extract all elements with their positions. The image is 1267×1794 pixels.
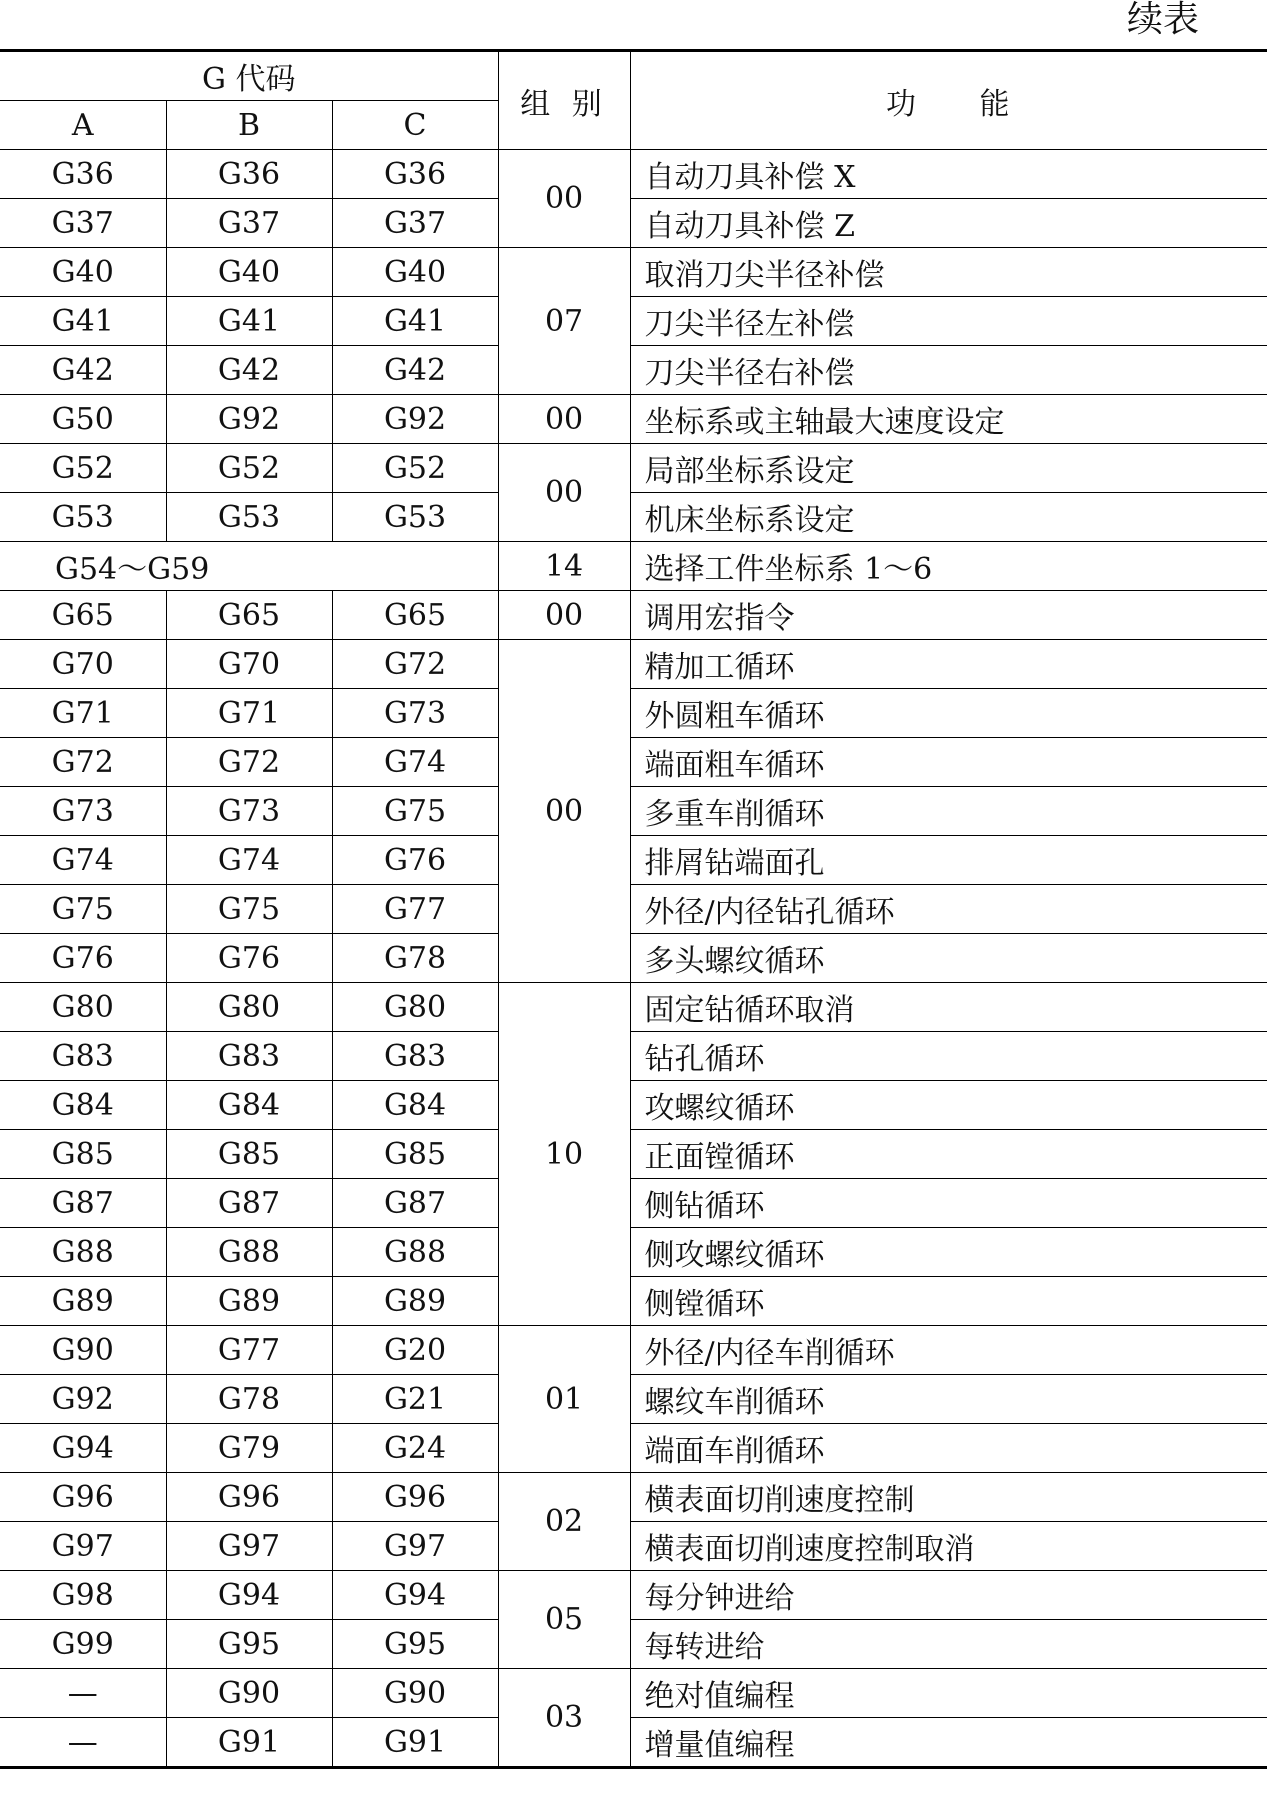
table-row bbox=[0, 640, 1267, 689]
gcode-b-cell: G72 bbox=[166, 738, 332, 787]
function-cell: 坐标系或主轴最大速度设定 bbox=[630, 395, 1267, 444]
col-a-header: A bbox=[0, 101, 166, 150]
gcode-c-cell: G65 bbox=[332, 591, 498, 640]
gcode-b-cell: G90 bbox=[166, 1669, 332, 1718]
gcode-a-cell: G88 bbox=[0, 1228, 166, 1277]
gcode-b-cell: G83 bbox=[166, 1032, 332, 1081]
function-cell: 钻孔循环 bbox=[630, 1032, 1267, 1081]
gcode-b-cell: G75 bbox=[166, 885, 332, 934]
gcode-c-cell: G83 bbox=[332, 1032, 498, 1081]
gcode-c-cell: G80 bbox=[332, 983, 498, 1032]
table-row bbox=[0, 983, 1267, 1032]
gcode-b-cell: G53 bbox=[166, 493, 332, 542]
function-cell: 排屑钻端面孔 bbox=[630, 836, 1267, 885]
gcode-c-cell: G88 bbox=[332, 1228, 498, 1277]
gcode-b-cell: G73 bbox=[166, 787, 332, 836]
gcode-a-cell: G94 bbox=[0, 1424, 166, 1473]
function-cell: 绝对值编程 bbox=[630, 1669, 1267, 1718]
group-cell: 05 bbox=[498, 1571, 630, 1669]
gcode-b-cell: G91 bbox=[166, 1718, 332, 1768]
gcode-c-cell: G91 bbox=[332, 1718, 498, 1768]
function-cell: 侧攻螺纹循环 bbox=[630, 1228, 1267, 1277]
gcode-b-cell: G70 bbox=[166, 640, 332, 689]
table-row bbox=[0, 1669, 1267, 1718]
table-row bbox=[0, 836, 1267, 885]
group-cell: 00 bbox=[498, 640, 630, 983]
gcode-a-cell: G74 bbox=[0, 836, 166, 885]
gcode-c-cell: G96 bbox=[332, 1473, 498, 1522]
table-row bbox=[0, 1424, 1267, 1473]
gcode-b-cell: G97 bbox=[166, 1522, 332, 1571]
table-row bbox=[0, 297, 1267, 346]
gcode-b-cell: G65 bbox=[166, 591, 332, 640]
gcode-c-cell: G40 bbox=[332, 248, 498, 297]
table-row bbox=[0, 1130, 1267, 1179]
function-cell: 选择工件坐标系 1～6 bbox=[630, 542, 1267, 591]
gcode-b-cell: G71 bbox=[166, 689, 332, 738]
gcode-c-cell: G95 bbox=[332, 1620, 498, 1669]
group-cell: 00 bbox=[498, 150, 630, 248]
table-row bbox=[0, 346, 1267, 395]
gcode-c-cell: G78 bbox=[332, 934, 498, 983]
table-row bbox=[0, 444, 1267, 493]
gcode-a-cell: G65 bbox=[0, 591, 166, 640]
group-header: 组 别 bbox=[498, 51, 630, 150]
gcode-a-cell: G37 bbox=[0, 199, 166, 248]
gcode-range-cell: G54～G59 bbox=[0, 542, 498, 591]
function-cell: 每转进给 bbox=[630, 1620, 1267, 1669]
function-cell: 自动刀具补偿 Z bbox=[630, 199, 1267, 248]
function-cell: 端面粗车循环 bbox=[630, 738, 1267, 787]
table-row bbox=[0, 1718, 1267, 1768]
gcode-a-cell: — bbox=[0, 1718, 166, 1768]
gcode-a-cell: G84 bbox=[0, 1081, 166, 1130]
gcode-a-cell: G40 bbox=[0, 248, 166, 297]
gcode-a-cell: G92 bbox=[0, 1375, 166, 1424]
gcode-a-cell: G75 bbox=[0, 885, 166, 934]
table-row bbox=[0, 1228, 1267, 1277]
gcode-a-cell: G72 bbox=[0, 738, 166, 787]
table-row bbox=[0, 395, 1267, 444]
group-cell: 00 bbox=[498, 444, 630, 542]
table-row bbox=[0, 1375, 1267, 1424]
function-cell: 机床坐标系设定 bbox=[630, 493, 1267, 542]
function-cell: 螺纹车削循环 bbox=[630, 1375, 1267, 1424]
gcode-a-cell: G85 bbox=[0, 1130, 166, 1179]
gcode-a-cell: G41 bbox=[0, 297, 166, 346]
gcode-c-cell: G72 bbox=[332, 640, 498, 689]
gcode-a-cell: G50 bbox=[0, 395, 166, 444]
gcode-b-cell: G94 bbox=[166, 1571, 332, 1620]
function-header: 功 能 bbox=[630, 51, 1267, 150]
gcode-b-cell: G76 bbox=[166, 934, 332, 983]
gcode-b-cell: G78 bbox=[166, 1375, 332, 1424]
gcode-a-cell: G76 bbox=[0, 934, 166, 983]
gcode-c-cell: G97 bbox=[332, 1522, 498, 1571]
table-row bbox=[0, 787, 1267, 836]
gcode-b-cell: G89 bbox=[166, 1277, 332, 1326]
gcode-a-cell: G42 bbox=[0, 346, 166, 395]
table-row bbox=[0, 1473, 1267, 1522]
table-row bbox=[0, 493, 1267, 542]
gcode-c-cell: G36 bbox=[332, 150, 498, 199]
gcode-c-cell: G20 bbox=[332, 1326, 498, 1375]
gcode-c-cell: G90 bbox=[332, 1669, 498, 1718]
function-cell: 每分钟进给 bbox=[630, 1571, 1267, 1620]
function-cell: 精加工循环 bbox=[630, 640, 1267, 689]
function-cell: 侧钻循环 bbox=[630, 1179, 1267, 1228]
function-cell: 刀尖半径左补偿 bbox=[630, 297, 1267, 346]
gcode-b-cell: G79 bbox=[166, 1424, 332, 1473]
gcode-table bbox=[0, 49, 1267, 1769]
table-row bbox=[0, 1179, 1267, 1228]
gcode-a-cell: G83 bbox=[0, 1032, 166, 1081]
table-row bbox=[0, 1081, 1267, 1130]
gcode-b-cell: G40 bbox=[166, 248, 332, 297]
function-cell: 外径/内径车削循环 bbox=[630, 1326, 1267, 1375]
gcode-b-cell: G36 bbox=[166, 150, 332, 199]
gcode-c-cell: G37 bbox=[332, 199, 498, 248]
gcode-c-cell: G52 bbox=[332, 444, 498, 493]
gcode-b-cell: G80 bbox=[166, 983, 332, 1032]
function-cell: 横表面切削速度控制 bbox=[630, 1473, 1267, 1522]
table-row bbox=[0, 1326, 1267, 1375]
gcode-c-cell: G85 bbox=[332, 1130, 498, 1179]
header-row bbox=[0, 51, 1267, 101]
gcode-c-cell: G94 bbox=[332, 1571, 498, 1620]
gcode-b-cell: G85 bbox=[166, 1130, 332, 1179]
col-b-header: B bbox=[166, 101, 332, 150]
gcode-a-cell: G36 bbox=[0, 150, 166, 199]
table-row bbox=[0, 934, 1267, 983]
group-cell: 00 bbox=[498, 591, 630, 640]
function-cell: 外径/内径钻孔循环 bbox=[630, 885, 1267, 934]
gcode-c-cell: G73 bbox=[332, 689, 498, 738]
function-cell: 刀尖半径右补偿 bbox=[630, 346, 1267, 395]
group-cell: 00 bbox=[498, 395, 630, 444]
gcode-c-cell: G42 bbox=[332, 346, 498, 395]
gcode-b-cell: G96 bbox=[166, 1473, 332, 1522]
table-row bbox=[0, 1571, 1267, 1620]
gcode-a-cell: G87 bbox=[0, 1179, 166, 1228]
function-cell: 横表面切削速度控制取消 bbox=[630, 1522, 1267, 1571]
gcode-a-cell: — bbox=[0, 1669, 166, 1718]
group-cell: 01 bbox=[498, 1326, 630, 1473]
table-row bbox=[0, 150, 1267, 199]
gcode-header: G 代码 bbox=[0, 51, 498, 101]
table-row bbox=[0, 689, 1267, 738]
gcode-b-cell: G74 bbox=[166, 836, 332, 885]
gcode-c-cell: G77 bbox=[332, 885, 498, 934]
group-cell: 02 bbox=[498, 1473, 630, 1571]
table-row bbox=[0, 542, 1267, 591]
gcode-a-cell: G97 bbox=[0, 1522, 166, 1571]
col-c-header: C bbox=[332, 101, 498, 150]
table-row bbox=[0, 1620, 1267, 1669]
gcode-c-cell: G92 bbox=[332, 395, 498, 444]
gcode-a-cell: G99 bbox=[0, 1620, 166, 1669]
function-cell: 多头螺纹循环 bbox=[630, 934, 1267, 983]
gcode-a-cell: G90 bbox=[0, 1326, 166, 1375]
gcode-c-cell: G75 bbox=[332, 787, 498, 836]
gcode-c-cell: G87 bbox=[332, 1179, 498, 1228]
gcode-a-cell: G71 bbox=[0, 689, 166, 738]
table-row bbox=[0, 738, 1267, 787]
gcode-c-cell: G74 bbox=[332, 738, 498, 787]
function-cell: 局部坐标系设定 bbox=[630, 444, 1267, 493]
gcode-b-cell: G41 bbox=[166, 297, 332, 346]
gcode-a-cell: G52 bbox=[0, 444, 166, 493]
gcode-c-cell: G53 bbox=[332, 493, 498, 542]
gcode-c-cell: G21 bbox=[332, 1375, 498, 1424]
gcode-c-cell: G89 bbox=[332, 1277, 498, 1326]
gcode-a-cell: G89 bbox=[0, 1277, 166, 1326]
gcode-a-cell: G70 bbox=[0, 640, 166, 689]
table-row bbox=[0, 885, 1267, 934]
function-cell: 调用宏指令 bbox=[630, 591, 1267, 640]
gcode-b-cell: G88 bbox=[166, 1228, 332, 1277]
table-row bbox=[0, 1522, 1267, 1571]
function-cell: 外圆粗车循环 bbox=[630, 689, 1267, 738]
gcode-b-cell: G37 bbox=[166, 199, 332, 248]
gcode-a-cell: G98 bbox=[0, 1571, 166, 1620]
function-cell: 固定钻循环取消 bbox=[630, 983, 1267, 1032]
gcode-c-cell: G76 bbox=[332, 836, 498, 885]
table-row bbox=[0, 591, 1267, 640]
gcode-c-cell: G24 bbox=[332, 1424, 498, 1473]
group-cell: 10 bbox=[498, 983, 630, 1326]
gcode-b-cell: G87 bbox=[166, 1179, 332, 1228]
table-row bbox=[0, 1032, 1267, 1081]
function-cell: 端面车削循环 bbox=[630, 1424, 1267, 1473]
table-caption: 续表 bbox=[1126, 0, 1199, 40]
table-row bbox=[0, 248, 1267, 297]
gcode-b-cell: G95 bbox=[166, 1620, 332, 1669]
gcode-b-cell: G52 bbox=[166, 444, 332, 493]
function-cell: 增量值编程 bbox=[630, 1718, 1267, 1768]
gcode-a-cell: G53 bbox=[0, 493, 166, 542]
gcode-a-cell: G80 bbox=[0, 983, 166, 1032]
gcode-b-cell: G42 bbox=[166, 346, 332, 395]
table-row bbox=[0, 199, 1267, 248]
gcode-a-cell: G96 bbox=[0, 1473, 166, 1522]
gcode-c-cell: G41 bbox=[332, 297, 498, 346]
function-cell: 自动刀具补偿 X bbox=[630, 150, 1267, 199]
group-cell: 03 bbox=[498, 1669, 630, 1768]
function-cell: 正面镗循环 bbox=[630, 1130, 1267, 1179]
gcode-a-cell: G73 bbox=[0, 787, 166, 836]
gcode-b-cell: G84 bbox=[166, 1081, 332, 1130]
table-row bbox=[0, 1277, 1267, 1326]
gcode-b-cell: G92 bbox=[166, 395, 332, 444]
group-cell: 14 bbox=[498, 542, 630, 591]
gcode-c-cell: G84 bbox=[332, 1081, 498, 1130]
gcode-b-cell: G77 bbox=[166, 1326, 332, 1375]
function-cell: 侧镗循环 bbox=[630, 1277, 1267, 1326]
table-body bbox=[0, 150, 1267, 1768]
function-cell: 攻螺纹循环 bbox=[630, 1081, 1267, 1130]
function-cell: 多重车削循环 bbox=[630, 787, 1267, 836]
group-cell: 07 bbox=[498, 248, 630, 395]
function-cell: 取消刀尖半径补偿 bbox=[630, 248, 1267, 297]
